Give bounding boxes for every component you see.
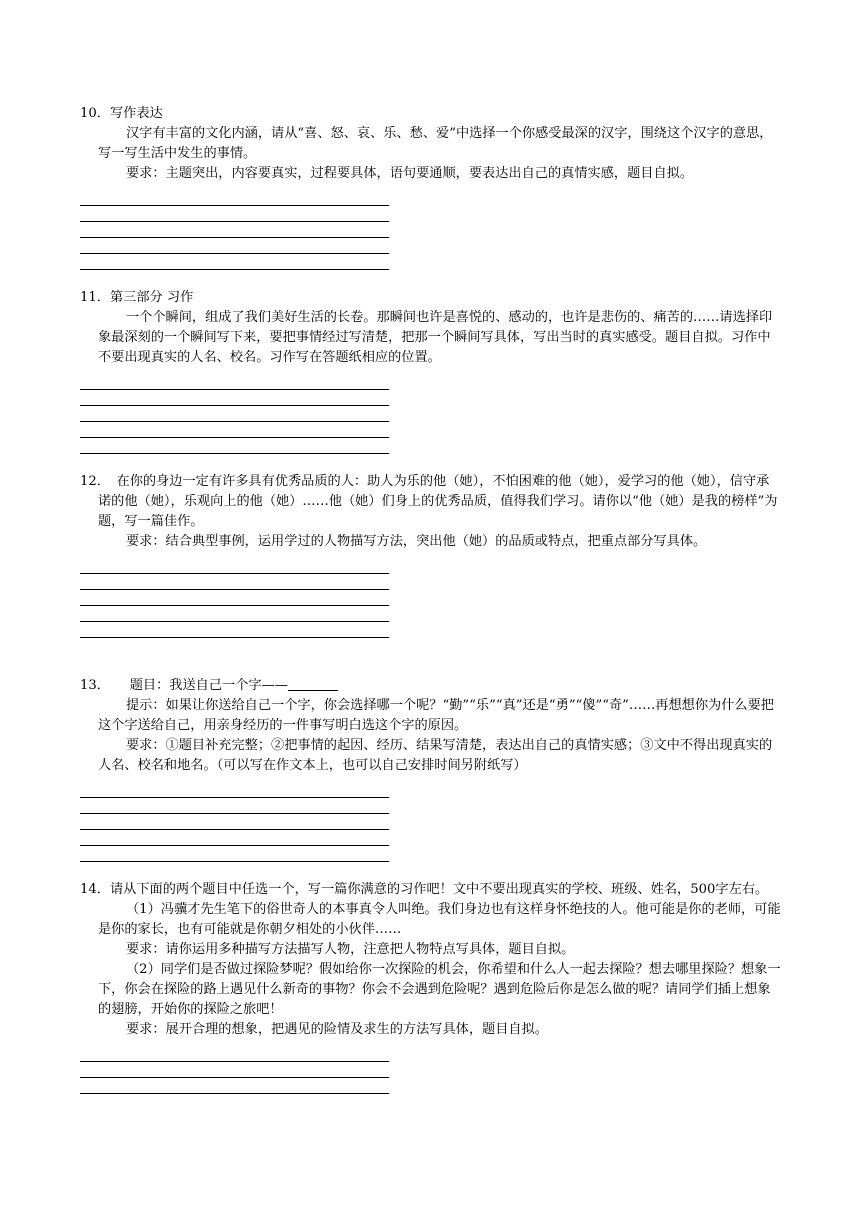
question-12 <box>80 472 782 638</box>
answer-line[interactable] <box>80 222 389 238</box>
question-requirement: 要求：结合典型事例，运用学过的人物描写方法，突出他（她）的品质或特点，把重点部分写具体。 <box>126 534 707 549</box>
answer-line[interactable] <box>80 374 389 390</box>
answer-line[interactable] <box>80 422 389 438</box>
question-heading: 12． 在你的身边一定有许多具有优秀品质的人：助人为乐的他（她），不怕困难的他（她），爱学习的他（她），信守承诺的他（她），乐观向上的他（她）……他（她）们身上的优秀品质，值得我们学习。请你以“他（她）是我的榜样”为题，写一篇佳作。 <box>80 474 778 529</box>
answer-lines[interactable] <box>80 190 389 270</box>
answer-line[interactable] <box>80 206 389 222</box>
question-heading: 10．写作表达 <box>80 106 163 121</box>
answer-line[interactable] <box>80 798 389 814</box>
answer-line[interactable] <box>80 846 389 862</box>
title-blank[interactable] <box>288 676 338 691</box>
topic-one: （1）冯骥才先生笔下的俗世奇人的本事真令人叫绝。我们身边也有这样身怀绝技的人。他可能是你的老师，可能是你的家长，也有可能就是你朝夕相处的小伙伴…… <box>98 902 781 937</box>
question-13 <box>80 676 782 862</box>
answer-line[interactable] <box>80 782 389 798</box>
answer-lines[interactable] <box>80 782 389 862</box>
question-heading: 11．第三部分 习作 <box>80 290 194 305</box>
answer-lines[interactable] <box>80 374 389 454</box>
answer-line[interactable] <box>80 438 389 454</box>
answer-line[interactable] <box>80 406 389 422</box>
topic-one-requirement: 要求：请你运用多种描写方法描写人物，注意把人物特点写具体，题目自拟。 <box>126 942 575 957</box>
question-paragraph: 汉字有丰富的文化内涵，请从“喜、怒、哀、乐、愁、爱”中选择一个你感受最深的汉字，围绕这个汉字的意思，写一写生活中发生的事情。 <box>98 126 773 161</box>
answer-line[interactable] <box>80 558 389 574</box>
question-heading-row <box>80 676 782 696</box>
question-heading: 13． 题目：我送自己一个字—— <box>80 678 288 693</box>
answer-lines[interactable] <box>80 1046 389 1094</box>
answer-line[interactable] <box>80 574 389 590</box>
answer-line[interactable] <box>80 254 389 270</box>
answer-line[interactable] <box>80 238 389 254</box>
answer-lines[interactable] <box>80 558 389 638</box>
answer-line[interactable] <box>80 390 389 406</box>
answer-line[interactable] <box>80 1078 389 1094</box>
question-requirement: 要求：①题目补充完整；②把事情的起因、经历、结果写清楚，表达出自己的真情实感；③文中不得出现真实的人名、校名和地名。（可以写在作文本上，也可以自己安排时间另附纸写） <box>98 738 773 773</box>
answer-line[interactable] <box>80 830 389 846</box>
answer-line[interactable] <box>80 606 389 622</box>
question-hint: 提示：如果让你送给自己一个字，你会选择哪一个呢？“勤”“乐”“真”还是“勇”“傻”“奇”……再想想你为什么要把这个字送给自己，用亲身经历的一件事写明白选这个字的原因。 <box>98 698 774 733</box>
answer-line[interactable] <box>80 814 389 830</box>
answer-line[interactable] <box>80 190 389 206</box>
question-heading: 14．请从下面的两个题目中任选一个，写一篇你满意的习作吧！文中不要出现真实的学校、班级、姓名，500字左右。 <box>80 882 769 897</box>
question-requirement: 要求：主题突出，内容要真实，过程要具体，语句要通顺，要表达出自己的真情实感，题目自拟。 <box>126 166 694 181</box>
answer-line[interactable] <box>80 1062 389 1078</box>
answer-line[interactable] <box>80 622 389 638</box>
topic-two-requirement: 要求：展开合理的想象，把遇见的险情及求生的方法写具体，题目自拟。 <box>126 1022 548 1037</box>
answer-line[interactable] <box>80 590 389 606</box>
topic-two: （2）同学们是否做过探险梦呢？假如给你一次探险的机会，你希望和什么人一起去探险？想去哪里探险？想象一下，你会在探险的路上遇见什么新奇的事物？你会不会遇到危险呢？遇到危险后你是怎么做的呢？请同学们插上想象的翅膀，开始你的探险之旅吧！ <box>98 962 781 1017</box>
question-10 <box>80 104 782 270</box>
question-14 <box>80 880 782 1094</box>
question-11 <box>80 288 782 454</box>
answer-line[interactable] <box>80 1046 389 1062</box>
question-paragraph: 一个个瞬间，组成了我们美好生活的长卷。那瞬间也许是喜悦的、感动的，也许是悲伤的、痛苦的……请选择印象最深刻的一个瞬间写下来，要把事情经过写清楚，把那一个瞬间写具体，写出当时的真实感受。题目自拟。习作中不要出现真实的人名、校名。习作写在答题纸相应的位置。 <box>98 310 773 365</box>
